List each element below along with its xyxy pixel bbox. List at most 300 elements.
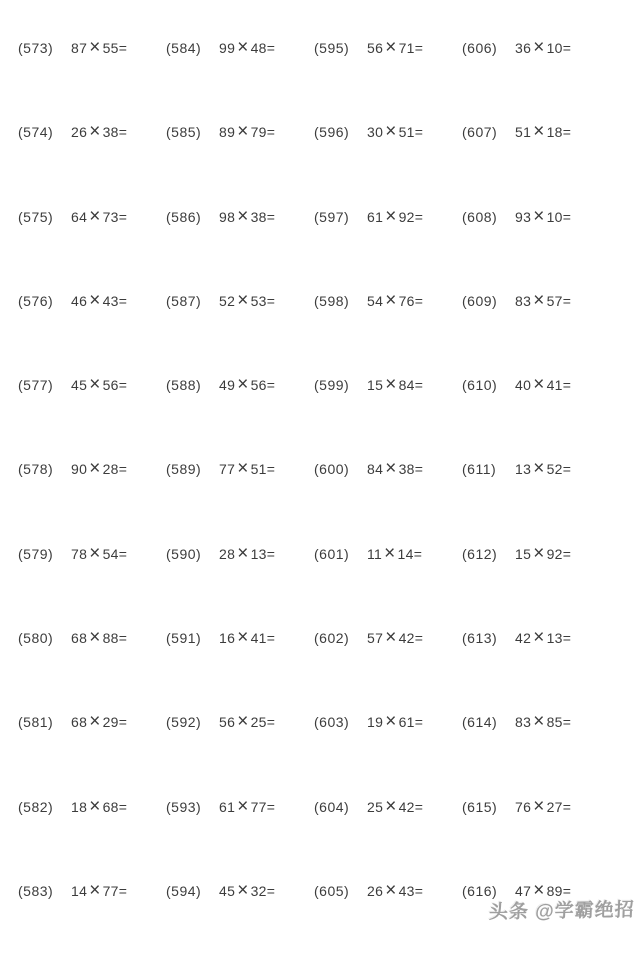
problem-number: (599) <box>314 377 350 394</box>
problem-number: (596) <box>314 124 350 141</box>
times-symbol: × <box>89 37 101 58</box>
problem-item <box>18 121 166 143</box>
factor-a: 25 <box>367 798 384 815</box>
equals-symbol: = <box>266 377 276 394</box>
times-symbol: × <box>533 795 545 817</box>
problem-item <box>462 458 572 480</box>
factor-b: 10 <box>546 40 563 56</box>
problem-item <box>462 121 572 143</box>
problem-number: (602) <box>314 630 350 647</box>
factor-a: 57 <box>367 630 384 647</box>
factor-b: 77 <box>102 882 119 899</box>
factor-a: 47 <box>515 882 532 899</box>
problem-number: (614) <box>462 714 498 731</box>
factor-a: 56 <box>367 40 384 56</box>
equals-symbol: = <box>118 714 128 731</box>
problem-number: (579) <box>18 545 54 562</box>
times-symbol: × <box>89 542 101 564</box>
times-symbol: × <box>237 458 249 480</box>
factor-b: 25 <box>250 714 267 731</box>
problem-expression <box>71 542 128 564</box>
problem-number: (589) <box>166 461 202 478</box>
factor-b: 92 <box>398 208 415 225</box>
factor-a: 36 <box>515 40 532 56</box>
factor-b: 73 <box>102 208 119 225</box>
times-symbol: × <box>533 121 545 143</box>
factor-b: 38 <box>250 208 267 225</box>
times-symbol: × <box>237 795 249 817</box>
problem-number: (580) <box>18 630 54 647</box>
problem-expression <box>515 458 572 480</box>
problem-item <box>18 879 166 901</box>
factor-b: 53 <box>250 292 267 309</box>
problem-number: (576) <box>18 292 54 309</box>
factor-b: 43 <box>102 292 119 309</box>
problem-number: (600) <box>314 461 350 478</box>
worksheet-row <box>18 795 640 883</box>
times-symbol: × <box>385 374 397 396</box>
problem-item <box>166 458 314 480</box>
problem-number: (585) <box>166 124 202 141</box>
equals-symbol: = <box>118 630 128 647</box>
equals-symbol: = <box>414 714 424 731</box>
factor-b: 56 <box>250 377 267 394</box>
equals-symbol: = <box>414 798 424 815</box>
problem-number: (613) <box>462 630 498 647</box>
factor-a: 93 <box>515 208 532 225</box>
problem-expression <box>219 795 276 817</box>
problem-expression <box>71 205 128 227</box>
problem-number: (594) <box>166 882 202 899</box>
problem-expression <box>71 458 128 480</box>
problem-item <box>462 711 572 733</box>
times-symbol: × <box>237 121 249 143</box>
problem-number: (606) <box>462 40 498 56</box>
factor-a: 46 <box>71 292 88 309</box>
factor-a: 16 <box>219 630 236 647</box>
problem-item <box>166 627 314 649</box>
problem-number: (611) <box>462 461 497 478</box>
factor-a: 84 <box>367 461 384 478</box>
factor-b: 68 <box>102 798 119 815</box>
factor-b: 79 <box>250 124 267 141</box>
problem-item <box>166 121 314 143</box>
factor-b: 77 <box>250 798 267 815</box>
times-symbol: × <box>385 711 397 733</box>
problem-item <box>166 879 314 901</box>
equals-symbol: = <box>266 208 276 225</box>
problem-number: (616) <box>462 882 498 899</box>
factor-b: 85 <box>546 714 563 731</box>
problem-expression <box>367 542 423 564</box>
problem-item <box>314 879 462 901</box>
problem-number: (582) <box>18 798 54 815</box>
problem-number: (574) <box>18 124 54 141</box>
factor-a: 30 <box>367 124 384 141</box>
equals-symbol: = <box>118 461 128 478</box>
problem-expression <box>367 37 424 58</box>
times-symbol: × <box>237 879 249 901</box>
factor-a: 54 <box>367 292 384 309</box>
problem-expression <box>515 37 572 58</box>
problem-expression <box>219 289 276 311</box>
problem-number: (610) <box>462 377 498 394</box>
equals-symbol: = <box>118 124 128 141</box>
equals-symbol: = <box>562 124 572 141</box>
times-symbol: × <box>385 121 397 143</box>
problem-expression <box>515 542 572 564</box>
equals-symbol: = <box>562 377 572 394</box>
factor-a: 18 <box>71 798 88 815</box>
equals-symbol: = <box>266 124 276 141</box>
problem-expression <box>219 458 276 480</box>
equals-symbol: = <box>266 40 276 56</box>
factor-b: 41 <box>546 377 563 394</box>
problem-expression <box>367 458 424 480</box>
factor-a: 13 <box>515 461 532 478</box>
problem-expression <box>515 711 572 733</box>
problem-item <box>166 542 314 564</box>
problem-item <box>18 627 166 649</box>
equals-symbol: = <box>562 40 572 56</box>
factor-b: 29 <box>102 714 119 731</box>
equals-symbol: = <box>414 208 424 225</box>
problem-number: (591) <box>166 630 202 647</box>
equals-symbol: = <box>266 714 276 731</box>
factor-a: 51 <box>515 124 532 141</box>
factor-b: 48 <box>250 40 267 56</box>
equals-symbol: = <box>266 461 276 478</box>
problem-number: (604) <box>314 798 350 815</box>
factor-a: 90 <box>71 461 88 478</box>
times-symbol: × <box>89 795 101 817</box>
equals-symbol: = <box>118 882 128 899</box>
worksheet-row <box>18 711 640 798</box>
problem-number: (577) <box>18 377 54 394</box>
times-symbol: × <box>89 627 101 649</box>
problem-item <box>166 711 314 733</box>
problem-expression <box>367 711 424 733</box>
times-symbol: × <box>89 205 101 227</box>
problem-number: (598) <box>314 292 350 309</box>
factor-b: 38 <box>102 124 119 141</box>
problem-expression <box>71 37 128 58</box>
problem-item <box>18 711 166 733</box>
problem-number: (609) <box>462 292 498 309</box>
times-symbol: × <box>533 37 545 58</box>
worksheet-row <box>18 121 640 208</box>
problem-item <box>462 289 572 311</box>
problem-number: (586) <box>166 208 202 225</box>
problem-number: (584) <box>166 40 202 56</box>
problem-expression <box>71 795 128 817</box>
equals-symbol: = <box>562 630 572 647</box>
equals-symbol: = <box>414 882 424 899</box>
equals-symbol: = <box>562 545 572 562</box>
factor-b: 51 <box>250 461 267 478</box>
problem-item <box>314 627 462 649</box>
equals-symbol: = <box>118 798 128 815</box>
equals-symbol: = <box>413 545 423 562</box>
equals-symbol: = <box>414 292 424 309</box>
equals-symbol: = <box>414 377 424 394</box>
problem-item <box>18 374 166 396</box>
factor-b: 28 <box>102 461 119 478</box>
times-symbol: × <box>237 205 249 227</box>
factor-a: 83 <box>515 292 532 309</box>
factor-b: 43 <box>398 882 415 899</box>
times-symbol: × <box>533 374 545 396</box>
toutiao-watermark: 头条 @学霸绝招 <box>488 899 636 924</box>
equals-symbol: = <box>118 40 128 56</box>
problem-number: (575) <box>18 208 54 225</box>
problem-expression <box>515 205 572 227</box>
times-symbol: × <box>237 711 249 733</box>
times-symbol: × <box>385 795 397 817</box>
problem-expression <box>367 205 424 227</box>
factor-b: 42 <box>398 798 415 815</box>
factor-a: 11 <box>367 545 383 562</box>
times-symbol: × <box>89 121 101 143</box>
factor-a: 26 <box>71 124 88 141</box>
problem-item <box>166 374 314 396</box>
problem-expression <box>515 374 572 396</box>
factor-a: 78 <box>71 545 88 562</box>
problem-item <box>166 795 314 817</box>
equals-symbol: = <box>266 292 276 309</box>
times-symbol: × <box>533 879 545 901</box>
times-symbol: × <box>533 627 545 649</box>
equals-symbol: = <box>414 124 424 141</box>
worksheet <box>18 37 640 967</box>
factor-a: 49 <box>219 377 236 394</box>
factor-a: 99 <box>219 40 236 56</box>
problem-number: (573) <box>18 40 54 56</box>
equals-symbol: = <box>414 630 424 647</box>
equals-symbol: = <box>562 292 572 309</box>
problem-expression <box>71 627 128 649</box>
factor-b: 32 <box>250 882 267 899</box>
factor-b: 18 <box>546 124 563 141</box>
factor-a: 89 <box>219 124 236 141</box>
worksheet-row <box>18 37 640 124</box>
times-symbol: × <box>237 289 249 311</box>
problem-expression <box>515 795 572 817</box>
problem-expression <box>367 879 424 901</box>
problem-expression <box>515 627 572 649</box>
worksheet-row <box>18 627 640 714</box>
times-symbol: × <box>385 879 397 901</box>
factor-a: 15 <box>367 377 384 394</box>
factor-b: 14 <box>397 545 414 562</box>
factor-a: 15 <box>515 545 532 562</box>
times-symbol: × <box>89 374 101 396</box>
problem-expression <box>219 121 276 143</box>
problem-expression <box>515 289 572 311</box>
factor-b: 88 <box>102 630 119 647</box>
factor-a: 40 <box>515 377 532 394</box>
times-symbol: × <box>89 458 101 480</box>
times-symbol: × <box>533 289 545 311</box>
problem-expression <box>367 627 424 649</box>
problem-item <box>314 795 462 817</box>
times-symbol: × <box>385 458 397 480</box>
factor-b: 89 <box>546 882 563 899</box>
factor-b: 61 <box>398 714 415 731</box>
problem-number: (615) <box>462 798 498 815</box>
problem-item <box>18 458 166 480</box>
problem-number: (603) <box>314 714 350 731</box>
factor-a: 98 <box>219 208 236 225</box>
problem-number: (607) <box>462 124 498 141</box>
times-symbol: × <box>89 711 101 733</box>
factor-a: 83 <box>515 714 532 731</box>
problem-item <box>314 205 462 227</box>
equals-symbol: = <box>118 377 128 394</box>
factor-a: 45 <box>71 377 88 394</box>
problem-expression <box>71 711 128 733</box>
factor-b: 92 <box>546 545 563 562</box>
factor-a: 76 <box>515 798 532 815</box>
problem-number: (597) <box>314 208 350 225</box>
factor-b: 41 <box>250 630 267 647</box>
equals-symbol: = <box>266 545 276 562</box>
problem-expression <box>219 205 276 227</box>
factor-b: 54 <box>102 545 119 562</box>
problem-expression <box>71 879 128 901</box>
problem-expression <box>219 879 276 901</box>
worksheet-row <box>18 458 640 545</box>
worksheet-row <box>18 542 640 630</box>
equals-symbol: = <box>562 882 572 899</box>
factor-b: 10 <box>546 208 563 225</box>
times-symbol: × <box>237 627 249 649</box>
factor-b: 42 <box>398 630 415 647</box>
problem-number: (605) <box>314 882 350 899</box>
equals-symbol: = <box>562 208 572 225</box>
times-symbol: × <box>385 37 397 58</box>
factor-a: 45 <box>219 882 236 899</box>
factor-b: 13 <box>546 630 563 647</box>
equals-symbol: = <box>118 545 128 562</box>
problem-expression <box>219 542 276 564</box>
factor-b: 56 <box>102 377 119 394</box>
factor-a: 87 <box>71 40 88 56</box>
problem-number: (612) <box>462 545 498 562</box>
equals-symbol: = <box>562 714 572 731</box>
problem-number: (590) <box>166 545 202 562</box>
problem-expression <box>367 289 424 311</box>
factor-a: 68 <box>71 714 88 731</box>
worksheet-row <box>18 374 640 461</box>
problem-expression <box>367 121 424 143</box>
problem-expression <box>367 795 424 817</box>
problem-number: (593) <box>166 798 202 815</box>
problem-expression <box>515 121 572 143</box>
factor-b: 27 <box>546 798 563 815</box>
problem-expression <box>219 374 276 396</box>
times-symbol: × <box>533 711 545 733</box>
problem-number: (592) <box>166 714 202 731</box>
problem-item <box>314 289 462 311</box>
equals-symbol: = <box>118 208 128 225</box>
problem-item <box>462 627 572 649</box>
problem-number: (583) <box>18 882 54 899</box>
factor-a: 56 <box>219 714 236 731</box>
times-symbol: × <box>385 289 397 311</box>
problem-item <box>462 542 572 564</box>
problem-item <box>314 121 462 143</box>
equals-symbol: = <box>266 630 276 647</box>
equals-symbol: = <box>266 882 276 899</box>
problem-item <box>166 205 314 227</box>
factor-b: 71 <box>398 40 415 56</box>
equals-symbol: = <box>562 798 572 815</box>
problem-item <box>462 205 572 227</box>
times-symbol: × <box>385 627 397 649</box>
problem-number: (608) <box>462 208 498 225</box>
problem-item <box>462 374 572 396</box>
times-symbol: × <box>237 37 249 58</box>
problem-item <box>18 205 166 227</box>
factor-a: 14 <box>71 882 88 899</box>
equals-symbol: = <box>562 461 572 478</box>
times-symbol: × <box>533 205 545 227</box>
problem-number: (588) <box>166 377 202 394</box>
times-symbol: × <box>237 542 249 564</box>
factor-a: 61 <box>219 798 236 815</box>
factor-b: 76 <box>398 292 415 309</box>
problem-item <box>18 37 166 58</box>
worksheet-row <box>18 205 640 293</box>
problem-item <box>314 458 462 480</box>
factor-a: 26 <box>367 882 384 899</box>
problem-expression <box>367 374 424 396</box>
factor-b: 55 <box>102 40 119 56</box>
times-symbol: × <box>533 542 545 564</box>
factor-b: 13 <box>250 545 267 562</box>
problem-expression <box>219 627 276 649</box>
factor-a: 68 <box>71 630 88 647</box>
factor-a: 61 <box>367 208 384 225</box>
problem-item <box>166 289 314 311</box>
times-symbol: × <box>384 542 396 564</box>
times-symbol: × <box>385 205 397 227</box>
factor-a: 42 <box>515 630 532 647</box>
times-symbol: × <box>89 289 101 311</box>
problem-item <box>18 542 166 564</box>
times-symbol: × <box>237 374 249 396</box>
factor-b: 84 <box>398 377 415 394</box>
factor-b: 52 <box>546 461 563 478</box>
problem-item <box>314 374 462 396</box>
factor-b: 51 <box>398 124 415 141</box>
problem-expression <box>71 289 128 311</box>
problem-item <box>18 289 166 311</box>
factor-a: 28 <box>219 545 236 562</box>
problem-item <box>462 37 572 58</box>
times-symbol: × <box>533 458 545 480</box>
factor-b: 38 <box>398 461 415 478</box>
problem-item <box>166 37 314 58</box>
equals-symbol: = <box>414 40 424 56</box>
problem-number: (595) <box>314 40 350 56</box>
times-symbol: × <box>89 879 101 901</box>
problem-item <box>462 795 572 817</box>
factor-a: 52 <box>219 292 236 309</box>
problem-expression <box>219 711 276 733</box>
problem-item <box>314 711 462 733</box>
